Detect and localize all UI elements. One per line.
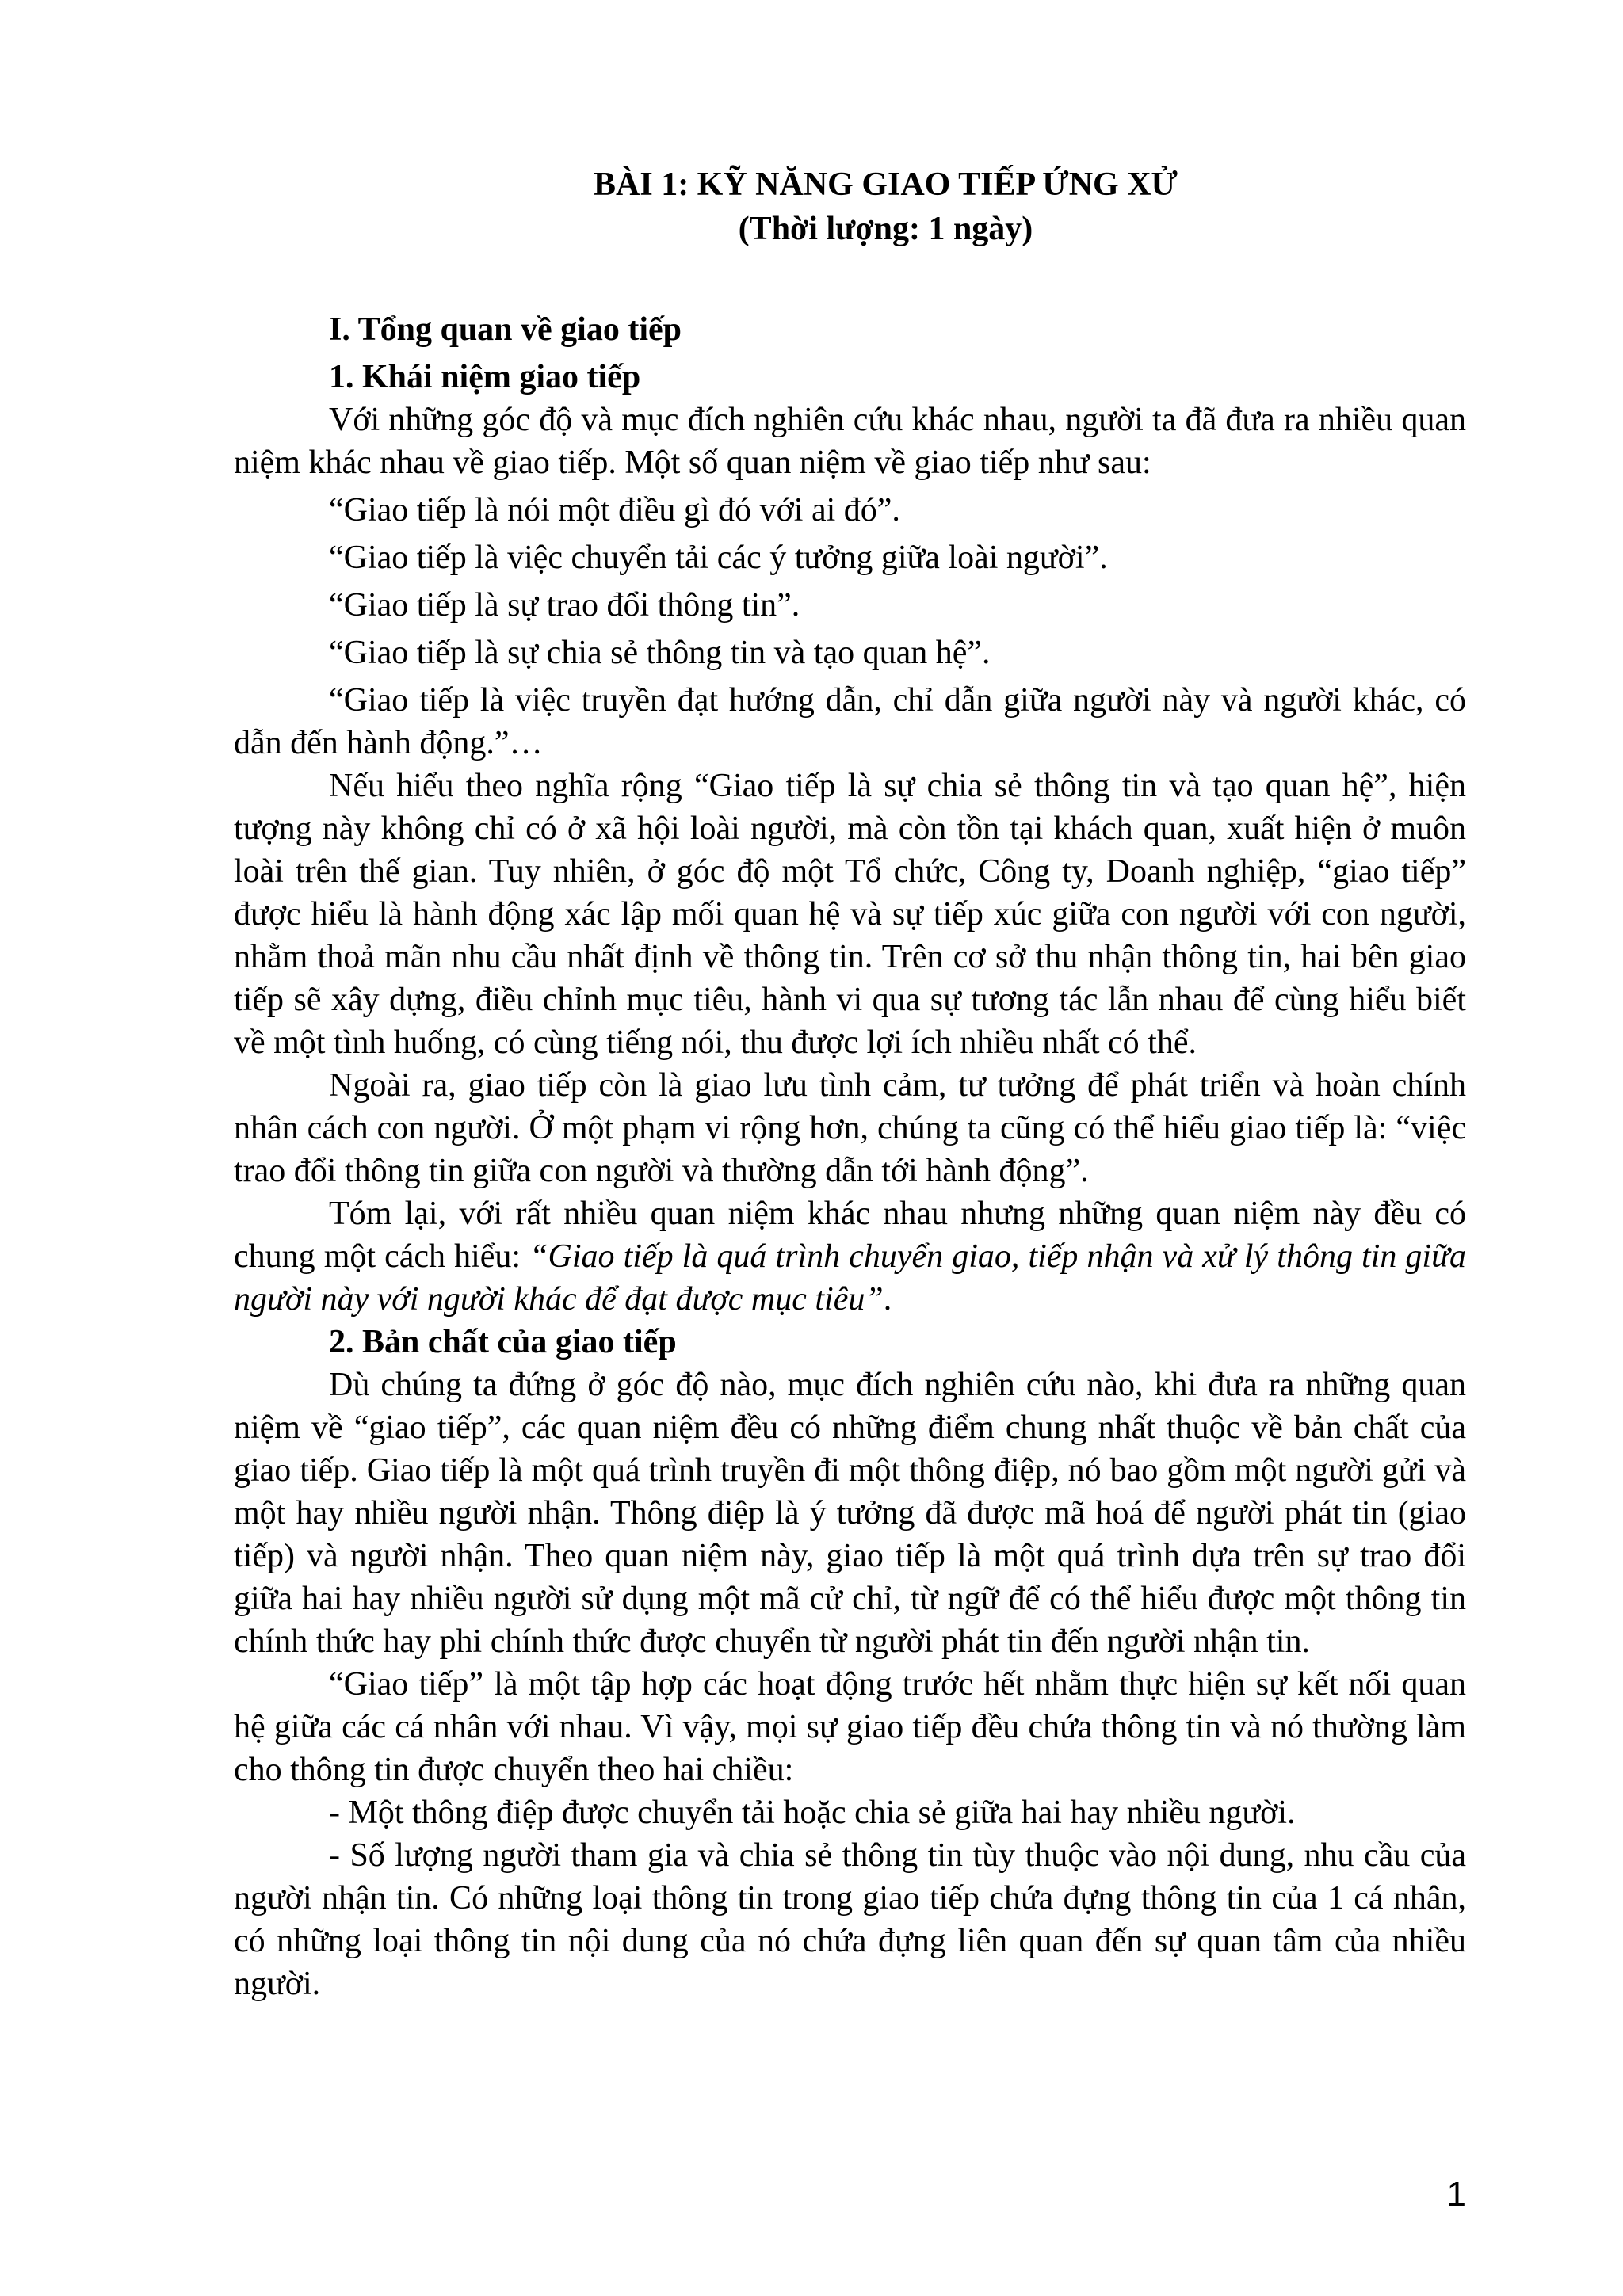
quote-2: “Giao tiếp là việc chuyển tải các ý tưởng giữa loài người”. <box>329 540 1108 576</box>
document-subtitle: (Thời lượng: 1 ngày) <box>738 211 1033 247</box>
summary-end: . <box>883 1281 892 1318</box>
document-page <box>234 162 1466 2005</box>
quote-3: “Giao tiếp là sự trao đổi thông tin”. <box>329 587 800 624</box>
quote-long: “Giao tiếp là việc truyền đạt hướng dẫn, chỉ dẫn giữa người này và người khác, có dẫn đến hành động.”… <box>234 682 1466 761</box>
subsection-heading-concept: 1. Khái niệm giao tiếp <box>329 359 641 395</box>
paragraph-summary <box>234 1192 1466 1321</box>
summary-text: Tóm lại, với rất nhiều quan niệm khác nhau nhưng những quan niệm này đều có chung một cách hiểu: <box>234 1196 1466 1275</box>
bullet-item-1: - Một thông điệp được chuyển tải hoặc chia sẻ giữa hai hay nhiều người. <box>329 1794 1296 1831</box>
quote-4: “Giao tiếp là sự chia sẻ thông tin và tạo quan hệ”. <box>329 635 991 671</box>
paragraph-additionally: Ngoài ra, giao tiếp còn là giao lưu tình cảm, tư tưởng để phát triển và hoàn chính nhân cách con người. Ở một phạm vi rộng hơn, chúng ta cũng có thể hiểu giao tiếp là: “việc trao đổi thông tin giữa con người và thường dẫn tới hành động”. <box>234 1067 1466 1189</box>
summary-definition: “Giao tiếp là quá trình chuyển giao, tiếp nhận và xử lý thông tin giữa người này với người khác để đạt được mục tiêu” <box>234 1238 1466 1318</box>
paragraph-concept-intro: Với những góc độ và mục đích nghiên cứu khác nhau, người ta đã đưa ra nhiều quan niệm khác nhau về giao tiếp. Một số quan niệm về giao tiếp như sau: <box>234 402 1466 481</box>
subsection-heading-nature: 2. Bản chất của giao tiếp <box>329 1324 677 1360</box>
paragraph-nature-1: Dù chúng ta đứng ở góc độ nào, mục đích nghiên cứu nào, khi đưa ra những quan niệm về “giao tiếp”, các quan niệm đều có những điểm chung nhất thuộc về bản chất của giao tiếp. Giao tiếp là một quá trình truyền đi một thông điệp, nó bao gồm một người gửi và một hay nhiều người nhận. Thông điệp là ý tưởng đã được mã hoá để người phát tin (giao tiếp) và người nhận. Theo quan niệm này, giao tiếp là một quá trình dựa trên sự trao đổi giữa hai hay nhiều người sử dụng một mã cử chỉ, từ ngữ để có thể hiểu được một thông tin chính thức hay phi chính thức được chuyển từ người phát tin đến người nhận tin. <box>234 1367 1466 1660</box>
section-heading-overview: I. Tổng quan về giao tiếp <box>329 311 682 348</box>
paragraph-nature-2: “Giao tiếp” là một tập hợp các hoạt động trước hết nhằm thực hiện sự kết nối quan hệ giữa các cá nhân với nhau. Vì vậy, mọi sự giao tiếp đều chứa thông tin và nó thường làm cho thông tin được chuyển theo hai chiều: <box>234 1666 1466 1788</box>
quote-1: “Giao tiếp là nói một điều gì đó với ai đó”. <box>329 492 900 528</box>
page-number: 1 <box>1446 2175 1466 2214</box>
bullet-item-2: - Số lượng người tham gia và chia sẻ thông tin tùy thuộc vào nội dung, nhu cầu của người nhận tin. Có những loại thông tin trong giao tiếp chứa đựng thông tin của 1 cá nhân, có những loại thông tin nội dung của nó chứa đựng liên quan đến sự quan tâm của nhiều người. <box>234 1837 1466 2002</box>
paragraph-broad-meaning: Nếu hiểu theo nghĩa rộng “Giao tiếp là sự chia sẻ thông tin và tạo quan hệ”, hiện tượng này không chỉ có ở xã hội loài người, mà còn tồn tại khách quan, xuất hiện ở muôn loài trên thế gian. Tuy nhiên, ở góc độ một Tổ chức, Công ty, Doanh nghiệp, “giao tiếp” được hiểu là hành động xác lập mối quan hệ và sự tiếp xúc giữa con người với con người, nhằm thoả mãn nhu cầu nhất định về thông tin. Trên cơ sở thu nhận thông tin, hai bên giao tiếp sẽ xây dựng, điều chỉnh mục tiêu, hành vi qua sự tương tác lẫn nhau để cùng hiểu biết về một tình huống, có cùng tiếng nói, thu được lợi ích nhiều nhất có thể. <box>234 768 1466 1061</box>
document-title: BÀI 1: KỸ NĂNG GIAO TIẾP ỨNG XỬ <box>594 166 1178 203</box>
